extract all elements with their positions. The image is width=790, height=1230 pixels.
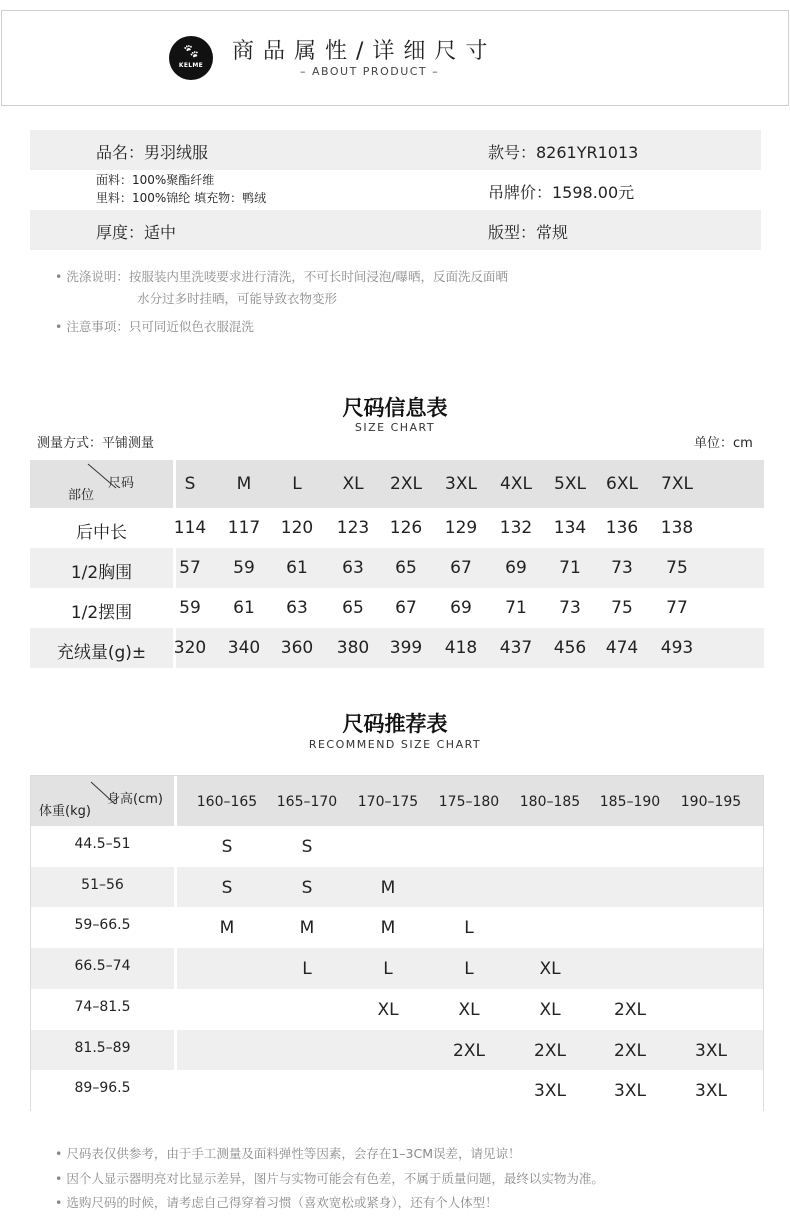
table-cell: M xyxy=(380,918,396,939)
table-row xyxy=(30,588,764,628)
height-header: 180–185 xyxy=(519,794,581,810)
table-cell: 61 xyxy=(286,558,308,578)
table-cell: 73 xyxy=(559,598,581,618)
row-label: 89–96.5 xyxy=(74,1080,131,1097)
product-price: 吊牌价：1598.00元 xyxy=(488,183,635,202)
product-code: 款号：8261YR1013 xyxy=(488,143,639,162)
table-cell: 474 xyxy=(605,638,639,658)
page-title: 商品属性/详细尺寸 xyxy=(232,39,497,64)
caution-note: • 注意事项：只可同近似色衣服混洗 xyxy=(55,319,254,334)
size-chart-subtitle: SIZE CHART xyxy=(354,421,436,434)
size-header-l: L xyxy=(292,474,302,494)
height-header: 175–180 xyxy=(438,794,500,810)
table-cell: 120 xyxy=(280,518,314,538)
table-cell: 340 xyxy=(227,638,261,658)
col-separator xyxy=(174,989,177,1030)
size-header-6xl: 6XL xyxy=(606,474,638,494)
table-row xyxy=(30,548,764,588)
fabric-line-2: 里料：100%锦纶 填充物：鸭绒 xyxy=(96,191,267,205)
rec-corner-bottom: 体重(kg) xyxy=(39,804,91,819)
fabric-line-1: 面料：100%聚酯纤维 xyxy=(96,173,215,187)
table-cell: 2XL xyxy=(453,1040,485,1061)
table-cell: 71 xyxy=(505,598,527,618)
rec-corner-top: 身高(cm) xyxy=(107,792,163,807)
size-header-row xyxy=(30,460,764,508)
size-chart-title: 尺码信息表 xyxy=(342,396,448,420)
footer-note-2: • 因个人显示器明亮对比显示差异，图片与实物可能会有色差，不属于质量问题，最终以实物为准。 xyxy=(55,1171,604,1186)
table-cell: 59 xyxy=(179,598,201,618)
table-cell: 2XL xyxy=(534,1040,566,1061)
footer-note-1: • 尺码表仅供参考，由于手工测量及面料弹性等因素，会存在1–3CM误差，请见谅！ xyxy=(55,1146,521,1161)
table-cell: 67 xyxy=(395,598,417,618)
size-header-7xl: 7XL xyxy=(661,474,693,494)
size-header-2xl: 2XL xyxy=(390,474,422,494)
recommend-chart-table xyxy=(30,775,764,1111)
rec-header-row xyxy=(31,776,763,826)
rec-corner-cell xyxy=(31,776,174,826)
table-row xyxy=(31,1030,763,1071)
table-row xyxy=(31,948,763,989)
size-header-s: S xyxy=(184,474,196,494)
table-cell: XL xyxy=(377,999,399,1020)
table-cell: 418 xyxy=(444,638,478,658)
measure-method: 测量方式：平铺测量 xyxy=(37,436,155,451)
col-separator xyxy=(174,826,177,867)
paw-icon: 🐾︎ xyxy=(182,44,200,60)
table-cell: 69 xyxy=(505,558,527,578)
table-cell: 380 xyxy=(336,638,370,658)
product-thickness: 厚度：适中 xyxy=(96,223,177,242)
table-cell: 75 xyxy=(611,598,633,618)
table-cell: 71 xyxy=(559,558,581,578)
attr-row-name xyxy=(30,130,761,170)
table-cell: 3XL xyxy=(695,1040,727,1061)
table-row xyxy=(30,628,764,668)
row-label: 66.5–74 xyxy=(74,958,131,975)
table-cell: 2XL xyxy=(614,999,646,1020)
col-separator xyxy=(174,776,177,826)
table-cell: 360 xyxy=(280,638,314,658)
height-header: 185–190 xyxy=(599,794,661,810)
size-header-4xl: 4XL xyxy=(500,474,532,494)
table-cell: 59 xyxy=(233,558,255,578)
col-separator xyxy=(174,907,177,948)
table-cell: 123 xyxy=(336,518,370,538)
table-cell: 3XL xyxy=(695,1081,727,1102)
page-subtitle: – ABOUT PRODUCT – xyxy=(300,65,440,78)
table-cell: 61 xyxy=(233,598,255,618)
diagonal-line xyxy=(30,460,173,508)
table-row xyxy=(31,907,763,948)
height-header: 170–175 xyxy=(357,794,419,810)
table-cell: L xyxy=(383,959,393,980)
table-cell: 129 xyxy=(444,518,478,538)
size-corner-top: 尺码 xyxy=(108,476,135,491)
table-cell: S xyxy=(301,837,313,857)
row-label: 81.5–89 xyxy=(74,1039,131,1056)
table-cell: 3XL xyxy=(534,1081,566,1102)
table-cell: XL xyxy=(458,999,480,1020)
row-label: 1/2胸围 xyxy=(70,563,133,583)
table-cell: 67 xyxy=(450,558,472,578)
table-row xyxy=(31,1070,763,1111)
wash-note-line-2: 水分过多时挂晒，可能导致衣物变形 xyxy=(137,291,338,306)
table-cell: L xyxy=(464,959,474,980)
table-cell: 65 xyxy=(342,598,364,618)
wash-note-line-1: • 洗涤说明：按服装内里洗唛要求进行清洗，不可长时间浸泡/曝晒，反面洗反面晒 xyxy=(55,269,509,284)
row-label: 后中长 xyxy=(76,523,127,543)
table-cell: S xyxy=(221,877,233,898)
table-cell: 114 xyxy=(173,518,207,538)
brand-logo xyxy=(169,36,213,80)
table-cell: 57 xyxy=(179,558,201,578)
table-cell: XL xyxy=(539,959,561,980)
attr-row-fabric xyxy=(30,170,761,210)
row-label: 74–81.5 xyxy=(74,998,131,1015)
table-cell: S xyxy=(221,837,233,857)
table-cell: XL xyxy=(539,999,561,1020)
unit-label: 单位：cm xyxy=(694,436,753,451)
table-row xyxy=(31,826,763,867)
table-cell: 117 xyxy=(227,518,261,538)
table-cell: 69 xyxy=(450,598,472,618)
size-corner-cell xyxy=(30,460,173,508)
footer-note-3: • 选购尺码的时候，请考虑自己得穿着习惯（喜欢宽松或紧身），还有个人体型！ xyxy=(55,1195,498,1210)
table-cell: 63 xyxy=(342,558,364,578)
col-separator xyxy=(174,867,177,908)
size-header-3xl: 3XL xyxy=(445,474,477,494)
table-cell: 73 xyxy=(611,558,633,578)
table-cell: 3XL xyxy=(614,1081,646,1102)
col-separator xyxy=(174,1070,177,1111)
recommend-chart-title: 尺码推荐表 xyxy=(342,712,448,736)
row-label: 59–66.5 xyxy=(74,917,131,934)
col-separator xyxy=(174,1030,177,1071)
size-header-xl: XL xyxy=(342,474,364,494)
product-name: 品名：男羽绒服 xyxy=(96,143,209,162)
table-cell: 136 xyxy=(605,518,639,538)
table-cell: L xyxy=(464,918,474,939)
table-cell: 2XL xyxy=(614,1040,646,1061)
row-label: 1/2摆围 xyxy=(70,603,133,623)
table-row xyxy=(30,508,764,548)
table-cell: 138 xyxy=(660,518,694,538)
table-cell: 65 xyxy=(395,558,417,578)
height-header: 165–170 xyxy=(276,794,338,810)
table-cell: 320 xyxy=(173,638,207,658)
table-cell: M xyxy=(380,877,396,898)
table-cell: 63 xyxy=(286,598,308,618)
table-cell: 77 xyxy=(666,598,688,618)
table-cell: 493 xyxy=(660,638,694,658)
col-separator xyxy=(174,948,177,989)
height-header: 160–165 xyxy=(196,794,258,810)
size-chart-table xyxy=(30,460,764,668)
table-row xyxy=(31,867,763,908)
row-label: 充绒量(g)± xyxy=(56,643,147,663)
table-cell: 134 xyxy=(553,518,587,538)
table-cell: 437 xyxy=(499,638,533,658)
size-header-m: M xyxy=(236,474,252,494)
recommend-chart-subtitle: RECOMMEND SIZE CHART xyxy=(308,738,482,751)
table-cell: 399 xyxy=(389,638,423,658)
row-label: 44.5–51 xyxy=(74,836,131,852)
table-cell: M xyxy=(219,918,235,939)
table-cell: 132 xyxy=(499,518,533,538)
table-cell: M xyxy=(299,918,315,939)
attr-row-thickness xyxy=(30,210,761,250)
size-header-5xl: 5XL xyxy=(554,474,586,494)
table-row xyxy=(31,989,763,1030)
product-fit: 版型：常规 xyxy=(488,223,569,242)
logo-text: KELME xyxy=(178,62,204,69)
table-cell: 456 xyxy=(553,638,587,658)
table-cell: L xyxy=(302,959,312,980)
table-cell: 75 xyxy=(666,558,688,578)
row-label: 51–56 xyxy=(81,876,124,893)
size-corner-bottom: 部位 xyxy=(68,488,95,503)
height-header: 190–195 xyxy=(680,794,742,810)
table-cell: S xyxy=(301,877,313,898)
table-cell: 126 xyxy=(389,518,423,538)
